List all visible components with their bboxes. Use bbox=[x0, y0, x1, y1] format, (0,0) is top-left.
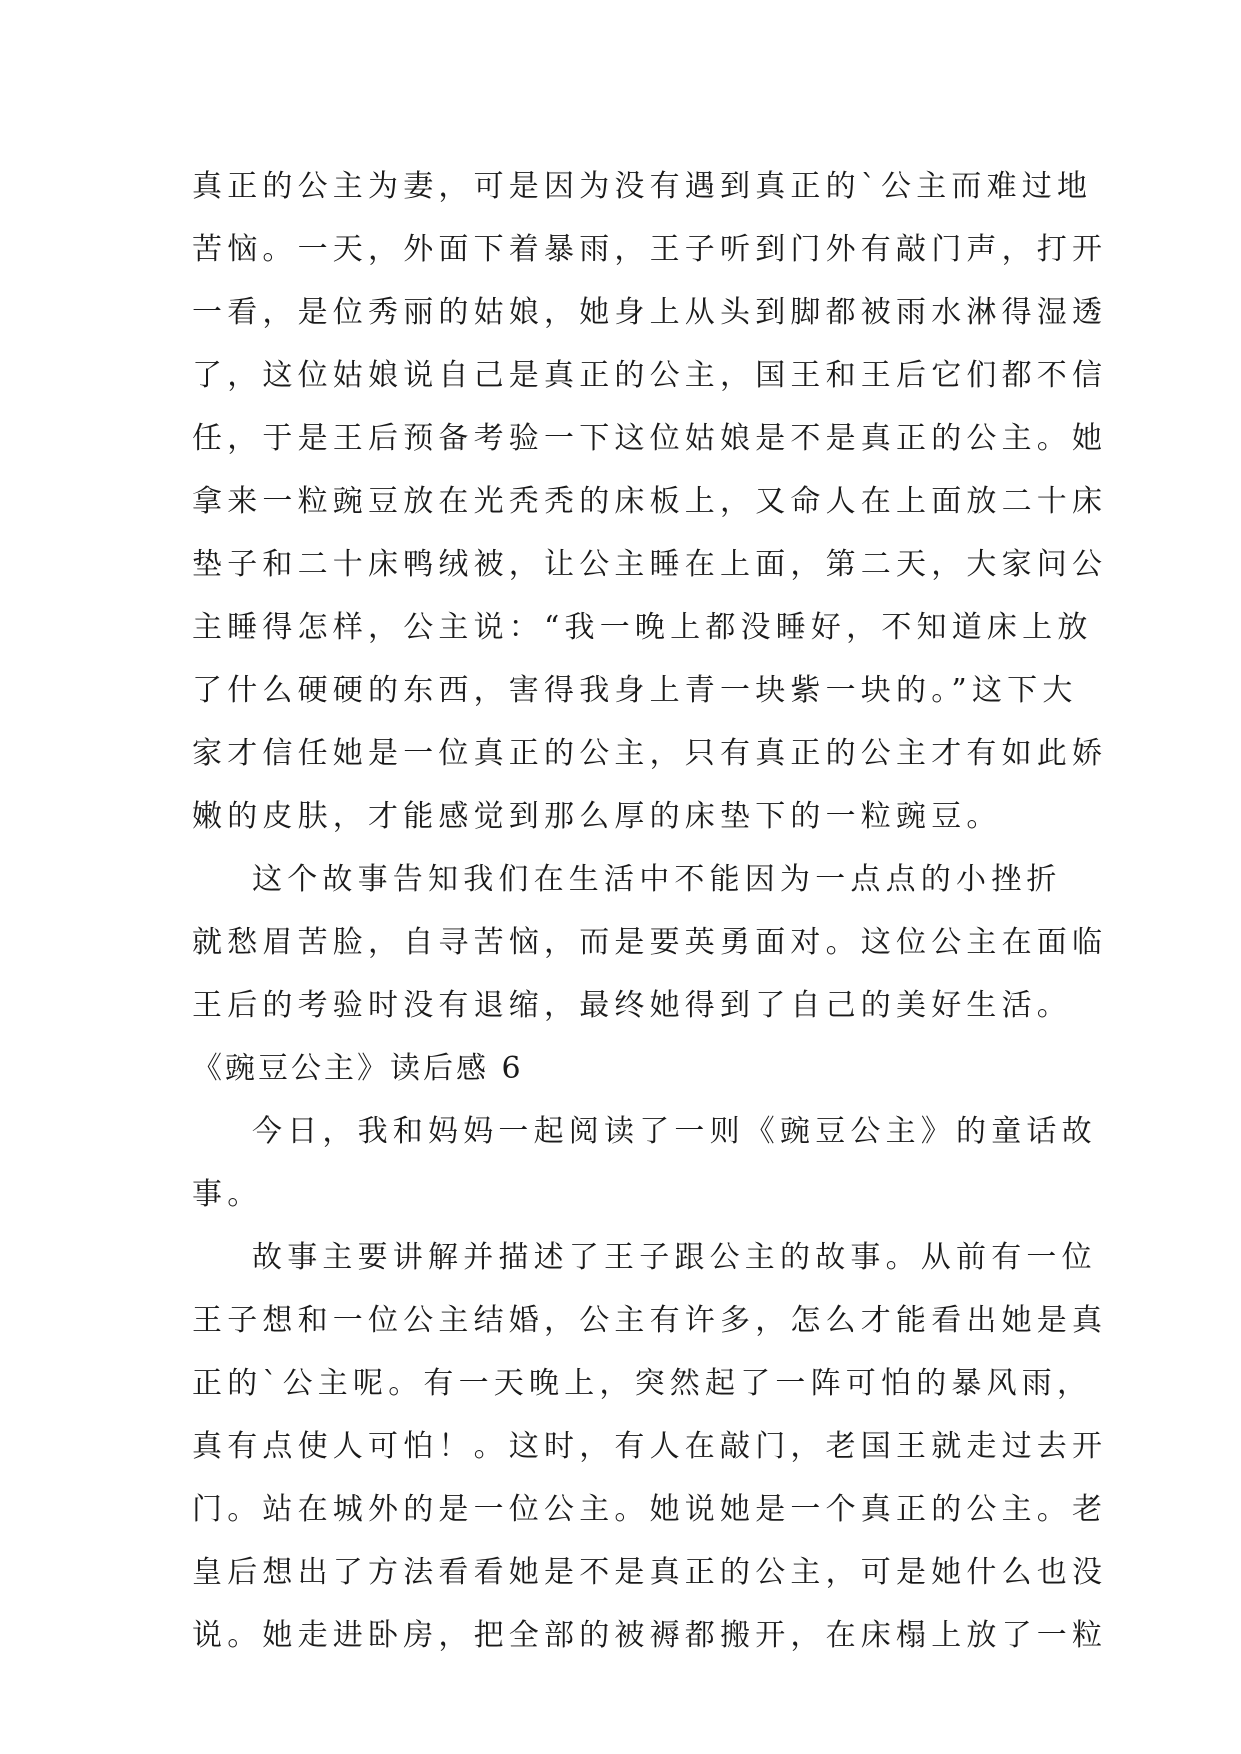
text-line: 了什么硬硬的东西，害得我身上青一块紫一块的。”这下大 bbox=[192, 673, 1078, 708]
text-line: 了，这位姑娘说自己是真正的公主，国王和王后它们都不信 bbox=[192, 358, 1108, 393]
paragraph-story bbox=[192, 1226, 1108, 1667]
text-line: 一看，是位秀丽的姑娘，她身上从头到脚都被雨水淋得湿透 bbox=[192, 295, 1108, 330]
paragraph-moral bbox=[192, 848, 1108, 1037]
document-body bbox=[192, 155, 1108, 1667]
text-line: 说。她走进卧房，把全部的被褥都搬开，在床榻上放了一粒 bbox=[192, 1618, 1108, 1653]
paragraph-intro bbox=[192, 1100, 1097, 1226]
heading-text: 《豌豆公主》读后感 6 bbox=[192, 1051, 524, 1086]
text-line: 故事主要讲解并描述了王子跟公主的故事。从前有一位 bbox=[252, 1240, 1097, 1275]
text-line: 真正的公主为妻，可是因为没有遇到真正的`公主而难过地 bbox=[192, 169, 1093, 204]
text-line: 垫子和二十床鸭绒被，让公主睡在上面，第二天，大家问公 bbox=[192, 547, 1108, 582]
text-line: 门。站在城外的是一位公主。她说她是一个真正的公主。老 bbox=[192, 1492, 1108, 1527]
text-line: 嫩的皮肤，才能感觉到那么厚的床垫下的一粒豌豆。 bbox=[192, 799, 1002, 834]
text-line: 拿来一粒豌豆放在光秃秃的床板上，又命人在上面放二十床 bbox=[192, 484, 1108, 519]
text-line: 就愁眉苦脸，自寻苦恼，而是要英勇面对。这位公主在面临 bbox=[192, 925, 1108, 960]
paragraph-continuation bbox=[192, 155, 1108, 848]
text-line: 任，于是王后预备考验一下这位姑娘是不是真正的公主。她 bbox=[192, 421, 1108, 456]
text-line: 这个故事告知我们在生活中不能因为一点点的小挫折 bbox=[252, 862, 1062, 897]
section-heading bbox=[192, 1037, 1052, 1100]
text-line: 苦恼。一天，外面下着暴雨，王子听到门外有敲门声，打开 bbox=[192, 232, 1108, 267]
text-line: 今日，我和妈妈一起阅读了一则《豌豆公主》的童话故 bbox=[252, 1114, 1097, 1149]
text-line: 家才信任她是一位真正的公主，只有真正的公主才有如此娇 bbox=[192, 736, 1108, 771]
text-line: 事。 bbox=[192, 1177, 263, 1212]
text-line: 主睡得怎样，公主说：“我一晚上都没睡好，不知道床上放 bbox=[192, 610, 1093, 645]
text-line: 真有点使人可怕！。这时，有人在敲门，老国王就走过去开 bbox=[192, 1429, 1108, 1464]
text-line: 皇后想出了方法看看她是不是真正的公主，可是她什么也没 bbox=[192, 1555, 1108, 1590]
text-line: 王子想和一位公主结婚，公主有许多，怎么才能看出她是真 bbox=[192, 1303, 1108, 1338]
text-line: 正的`公主呢。有一天晚上，突然起了一阵可怕的暴风雨， bbox=[192, 1366, 1093, 1401]
text-line: 王后的考验时没有退缩，最终她得到了自己的美好生活。 bbox=[192, 988, 1072, 1023]
